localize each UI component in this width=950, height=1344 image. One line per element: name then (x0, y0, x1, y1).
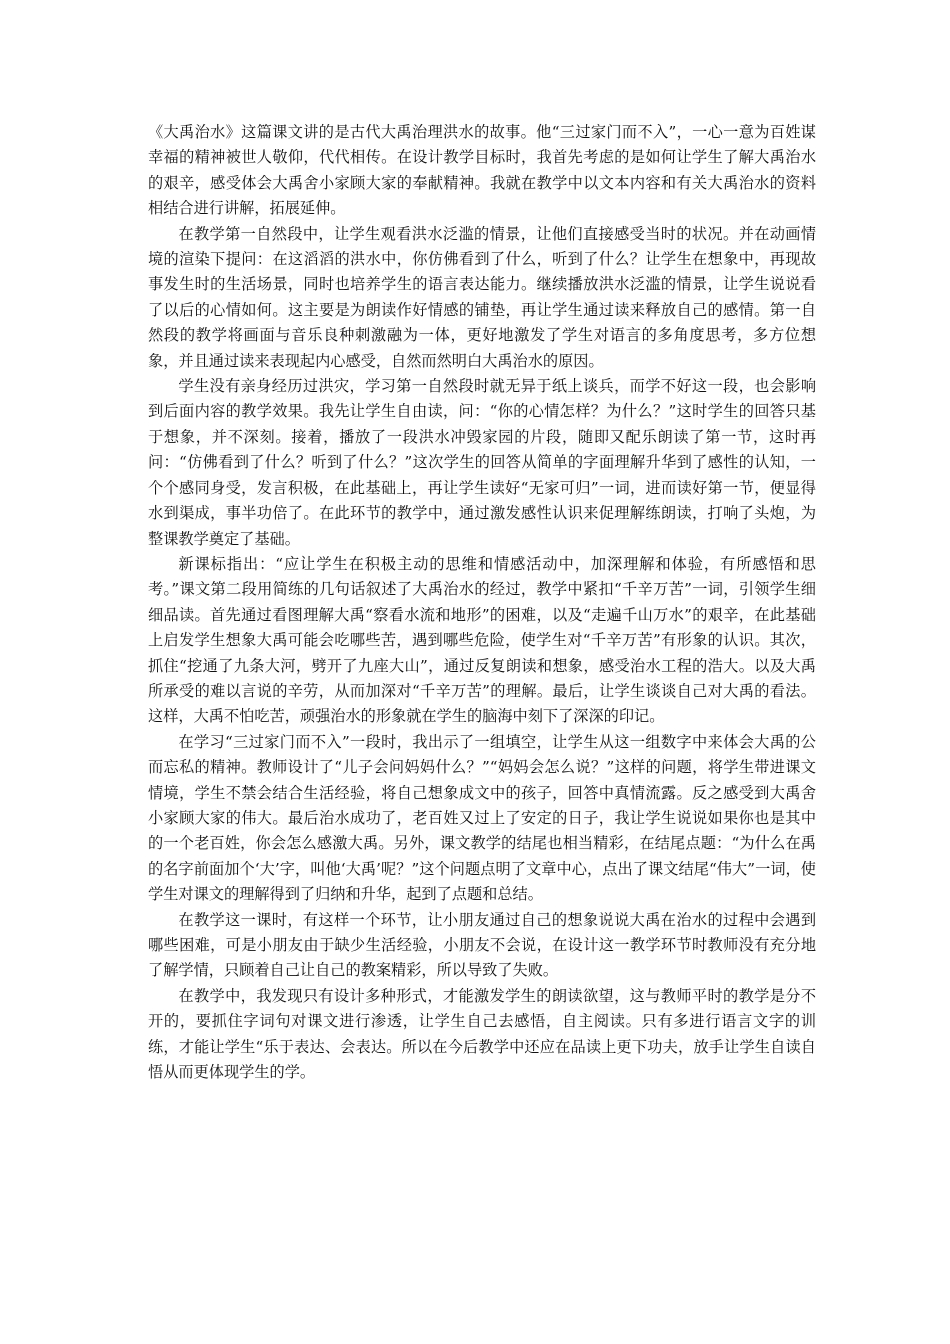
document-body (148, 120, 816, 1085)
paragraph-three-times: 在学习“三过家门而不入”一段时，我出示了一组填空，让学生从这一组数字中来体会大禹的公而忘私的精神。教师设计了“儿子会问妈妈什么？”“妈妈会怎么说？”这样的问题，将学生带进课文情境，学生不禁会结合生活经验，将自己想象成文中的孩子，回答中真情流露。反之感受到大禹舍小家顾大家的伟大。最后治水成功了，老百姓又过上了安定的日子，我让学生说说如果你也是其中的一个老百姓，你会怎么感激大禹。另外，课文教学的结尾也相当精彩，在结尾点题：“为什么在禹的名字前面加个‘大’字，叫他‘大禹’呢？”这个问题点明了文章中心，点出了课文结尾“伟大”一词，使学生对课文的理解得到了归纳和升华，起到了点题和总结。 (148, 732, 816, 904)
paragraph-flood-experience: 学生没有亲身经历过洪灾，学习第一自然段时就无异于纸上谈兵，而学不好这一段，也会影响到后面内容的教学效果。我先让学生自由读，问：“你的心情怎样？为什么？”这时学生的回答只基于想象，并不深刻。接着，播放了一段洪水冲毁家园的片段，随即又配乐朗读了第一节，这时再问：“仿佛看到了什么？听到了什么？”这次学生的回答从简单的字面理解升华到了感性的认知，一个个感同身受，发言积极，在此基础上，再让学生读好“无家可归”一词，进而读好第一节，便显得水到渠成，事半功倍了。在此环节的教学中，通过激发感性认识来促理解练朗读，打响了头炮，为整课教学奠定了基础。 (148, 377, 816, 548)
paragraph-new-curriculum: 新课标指出：“应让学生在积极主动的思维和情感活动中，加深理解和体验，有所感悟和思考。”课文第二段用简练的几句话叙述了大禹治水的经过，教学中紧扣“千辛万苦”一词，引领学生细细品读。首先通过看图理解大禹“察看水流和地形”的困难，以及“走遍千山万水”的艰辛，在此基础上启发学生想象大禹可能会吃哪些苦，遇到哪些危险，使学生对“千辛万苦”有形象的认识。其次，抓住“挖通了九条大河，劈开了九座大山”，通过反复朗读和想象，感受治水工程的浩大。以及大禹所承受的难以言说的辛劳，从而加深对“千辛万苦”的理解。最后，让学生谈谈自己对大禹的看法。这样，大禹不怕吃苦，顽强治水的形象就在学生的脑海中刻下了深深的印记。 (148, 554, 816, 726)
paragraph-intro: 《大禹治水》这篇课文讲的是古代大禹治理洪水的故事。他“三过家门而不入”，一心一意为百姓谋幸福的精神被世人敬仰，代代相传。在设计教学目标时，我首先考虑的是如何让学生了解大禹治水的艰辛，感受体会大禹舍小家顾大家的奉献精神。我就在教学中以文本内容和有关大禹治水的资料相结合进行讲解，拓展延伸。 (148, 123, 816, 218)
paragraph-reflection: 在教学这一课时，有这样一个环节，让小朋友通过自己的想象说说大禹在治水的过程中会遇到哪些困难，可是小朋友由于缺少生活经验，小朋友不会说，在设计这一教学环节时教师没有充分地了解学情，只顾着自己让自己的教案精彩，所以导致了失败。 (148, 910, 816, 980)
paragraph-conclusion: 在教学中，我发现只有设计多种形式，才能激发学生的朗读欲望，这与教师平时的教学是分不开的，要抓住字词句对课文进行渗透，让学生自己去感悟，自主阅读。只有多进行语言文字的训练，才能让学生“乐于表达、会表达。所以在今后教学中还应在品读上更下功夫，放手让学生自读自悟从而更体现学生的学。 (148, 986, 816, 1082)
paragraph-first-section: 在教学第一自然段中，让学生观看洪水泛滥的情景，让他们直接感受当时的状况。并在动画情境的渲染下提问：在这滔滔的洪水中，你仿佛看到了什么，听到了什么？让学生在想象中，再现故事发生时的生活场景，同时也培养学生的语言表达能力。继续播放洪水泛滥的情景，让学生说说看了以后的心情如何。这主要是为朗读作好情感的铺垫，再让学生通过读来释放自己的感情。第一自然段的教学将画面与音乐良种刺激融为一体，更好地激发了学生对语言的多角度思考，多方位想象，并且通过读来表现起内心感受，自然而然明白大禹治水的原因。 (148, 224, 816, 370)
